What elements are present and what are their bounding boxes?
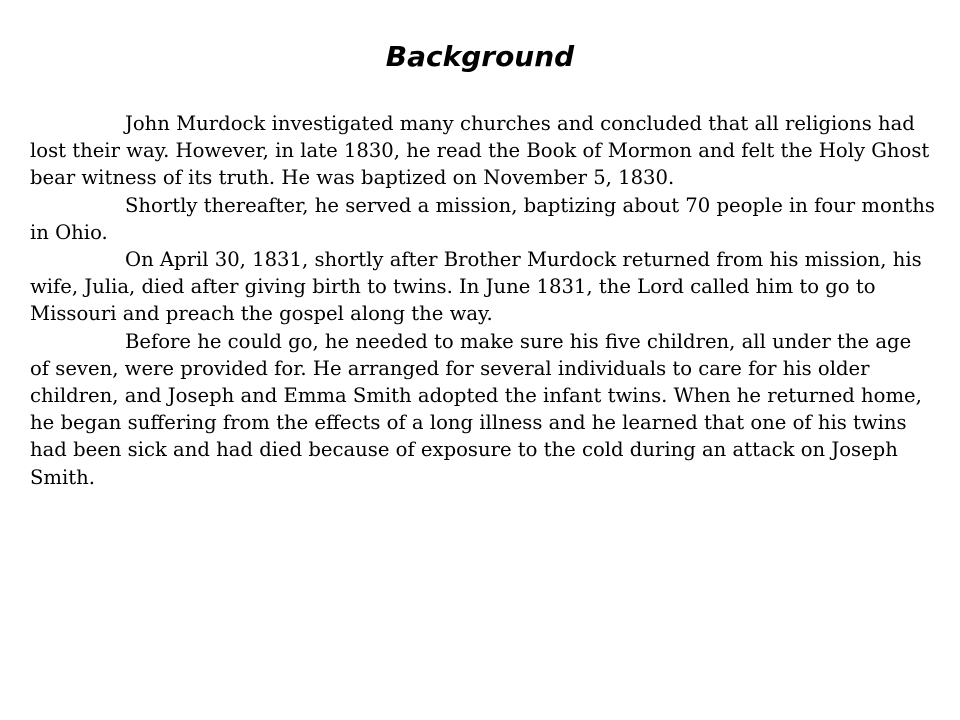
paragraph-2: Shortly thereafter, he served a mission, baptizing about 70 people in four months in Ohio. [30, 193, 935, 244]
slide-body [30, 110, 935, 491]
paragraph-1: John Murdock investigated many churches and concluded that all religions had lost their way. However, in late 1830, he read the Book of Mormon and felt the Holy Ghost bear witness of its truth. He was baptized on November 5, 1830. [30, 112, 930, 190]
paragraph-3: On April 30, 1831, shortly after Brother Murdock returned from his mission, his wife, Julia, died after giving birth to twins. In June 1831, the Lord called him to go to Missouri and preach the gospel along the way. [30, 248, 922, 326]
paragraph-4: Before he could go, he needed to make sure his five children, all under the age of seven, were provided for. He arranged for several individuals to care for his older children, and Joseph and Emma Smith adopted the infant twins. When he returned home, he began suffering from the effects of a long illness and he learned that one of his twins had been sick and had died because of exposure to the cold during an attack on Joseph Smith. [30, 329, 922, 489]
slide-title: Background [385, 40, 575, 73]
